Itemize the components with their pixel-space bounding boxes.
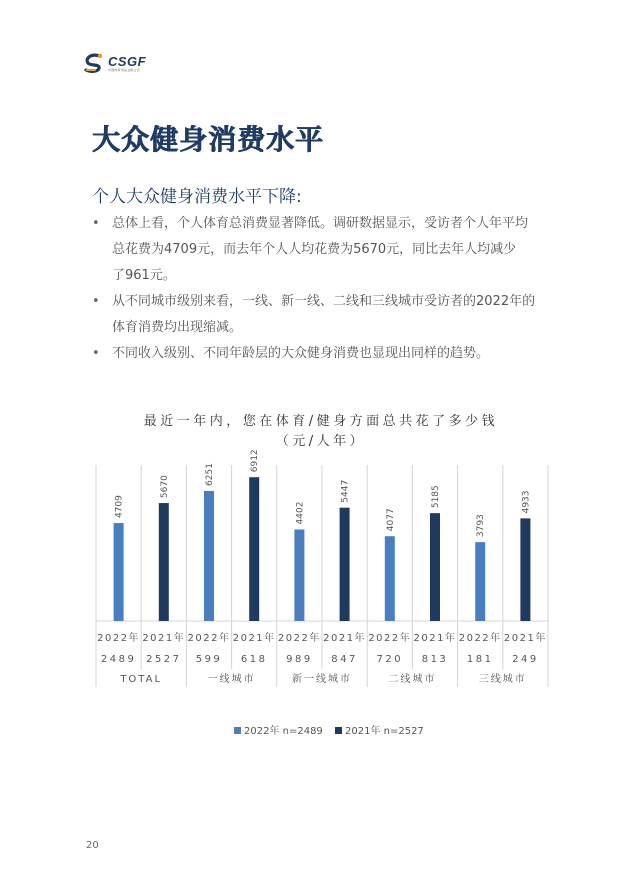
bar [204, 491, 214, 621]
legend-label: 2021年 n=2527 [345, 726, 424, 737]
x-tick-sample-label: 618 [240, 654, 268, 665]
x-tick-year-label: 2021年 [142, 633, 186, 644]
bar-value-label: 5447 [340, 479, 351, 503]
x-tick-sample-label: 847 [331, 654, 358, 665]
x-group-label: 新一线城市 [292, 674, 352, 685]
x-tick-sample-label: 2489 [100, 654, 137, 665]
x-group-label: 一线城市 [207, 674, 256, 685]
bullet-line: 从不同城市级别来看，一线、新一线、二线和三线城市受访者的2022年的 [112, 294, 536, 309]
x-group-label: TOTAL [120, 674, 163, 685]
x-tick-year-label: 2021年 [503, 633, 547, 644]
bullet-line: 总花费为4709元，而去年个人人均花费为5670元，同比去年人均减少 [112, 242, 517, 257]
bullet-line: 总体上看，个人体育总消费显著降低。调研数据显示，受访者个人年平均 [112, 216, 529, 231]
bullet-line: 了961元。 [112, 268, 176, 283]
bar-value-label: 4709 [114, 495, 125, 519]
bar-value-label: 6251 [205, 463, 215, 486]
bar [159, 503, 169, 621]
chart-subtitle: （元/人年） [275, 434, 367, 449]
bullet-line: 不同收入级别、不同年龄层的大众健身消费也显现出同样的趋势。 [112, 346, 490, 361]
x-tick-sample-label: 720 [376, 654, 404, 665]
section-subtitle: 个人大众健身消费水平下降: [92, 187, 302, 207]
legend-swatch [234, 727, 241, 734]
bar [430, 513, 440, 621]
x-tick-year-label: 2022年 [187, 633, 231, 644]
x-tick-sample-label: 2527 [146, 654, 182, 665]
bar [249, 477, 259, 621]
bar-value-label: 6912 [250, 449, 261, 473]
bullet-marker: • [92, 294, 100, 309]
bar [475, 542, 485, 621]
page-number: 20 [86, 840, 99, 851]
x-tick-year-label: 2022年 [277, 633, 321, 644]
bar-value-label: 5185 [431, 485, 441, 509]
bar-value-label: 4402 [295, 501, 306, 525]
x-group-label: 二线城市 [388, 674, 437, 685]
x-group-label: 三线城市 [478, 674, 527, 685]
x-tick-sample-label: 249 [512, 654, 539, 665]
bullet-marker: • [92, 346, 100, 361]
bar [520, 518, 530, 621]
logo-subtext: 中国体育用品业联合会 [108, 67, 141, 72]
x-tick-sample-label: 599 [195, 654, 223, 665]
x-tick-year-label: 2021年 [413, 633, 457, 644]
legend-swatch [335, 727, 342, 734]
legend-label: 2022年 n=2489 [244, 726, 323, 737]
bar-value-label: 4933 [521, 490, 532, 514]
x-tick-year-label: 2022年 [97, 633, 141, 644]
bar [340, 508, 350, 621]
chart-title: 最近一年内，您在体育/健身方面总共花了多少钱 [143, 414, 499, 429]
bar [114, 523, 124, 621]
bar-value-label: 5670 [159, 475, 170, 499]
x-tick-sample-label: 989 [286, 654, 313, 665]
bar-value-label: 4077 [385, 508, 396, 532]
bar [294, 529, 304, 621]
page-title: 大众健身消费水平 [92, 123, 325, 156]
bar-value-label: 3793 [476, 514, 487, 538]
x-tick-year-label: 2021年 [232, 633, 276, 644]
bullet-marker: • [92, 216, 100, 231]
logo-text: CSGF [108, 53, 147, 69]
x-tick-year-label: 2022年 [458, 633, 502, 644]
x-tick-sample-label: 181 [466, 654, 494, 665]
x-tick-year-label: 2022年 [368, 633, 412, 644]
x-tick-year-label: 2021年 [323, 633, 367, 644]
bullet-line: 体育消费均出现缩减。 [112, 320, 243, 335]
bar [385, 536, 395, 621]
x-tick-sample-label: 813 [421, 654, 449, 665]
